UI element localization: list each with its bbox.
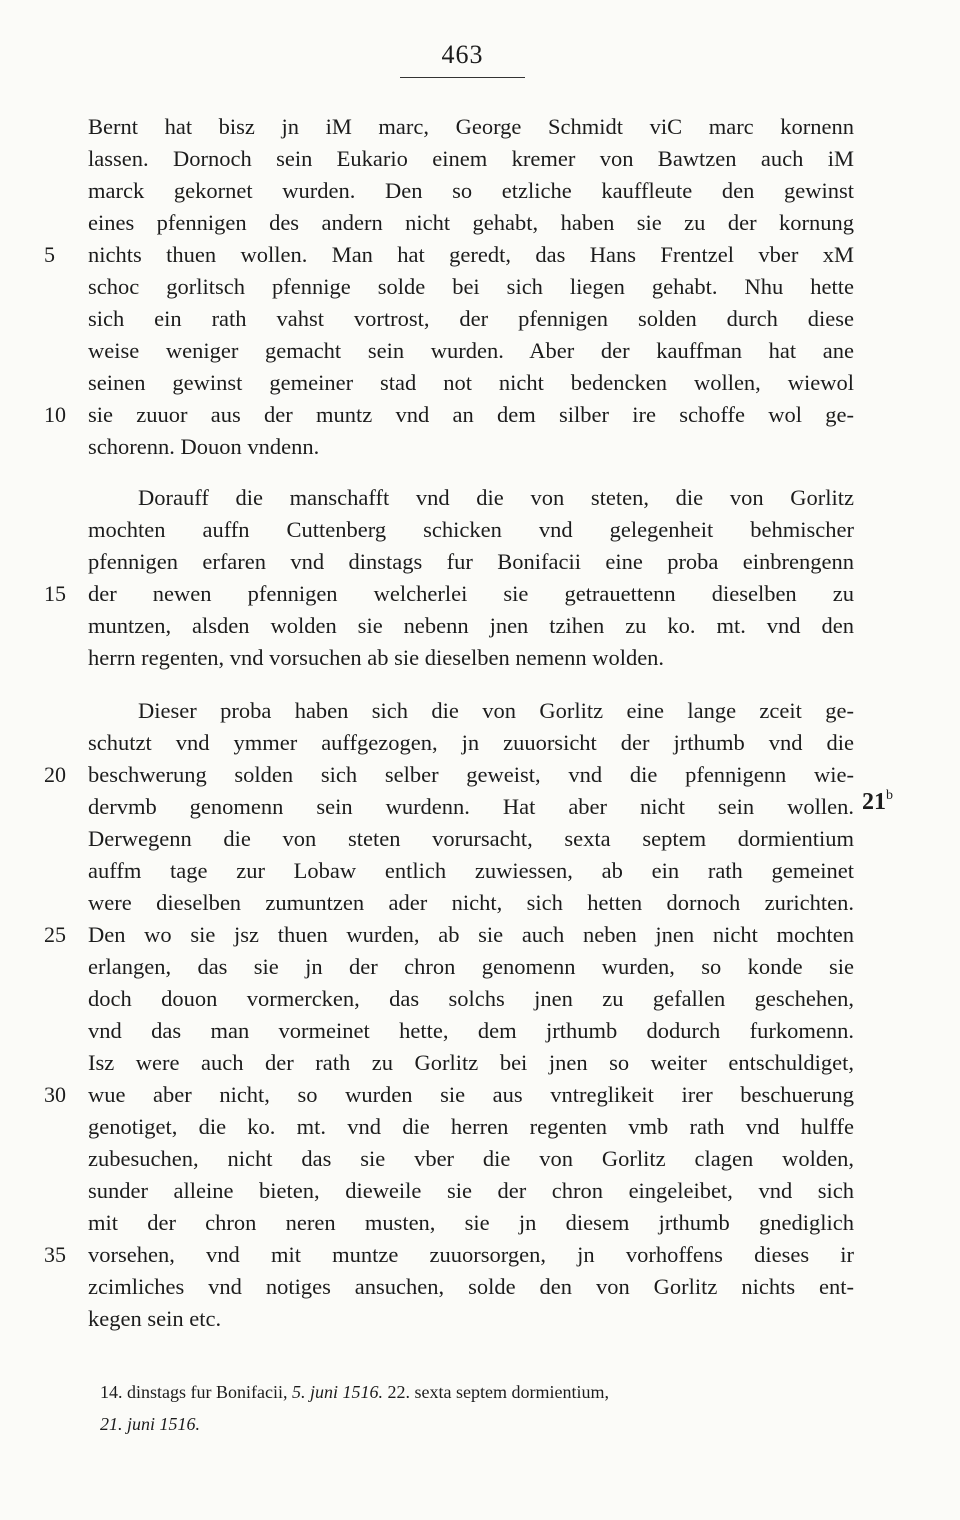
footnote-date: 21. juni 1516. [100, 1414, 201, 1434]
header-rule [400, 77, 525, 78]
footnote-line [100, 1410, 860, 1438]
text-line: wue aber nicht, so wurden sie aus vntreglikeit irer beschuerung [88, 1082, 854, 1107]
text-line: sunder alleine bieten, dieweile sie der chron eingeleibet, vnd sich [88, 1178, 854, 1203]
text-line: herrn regenten, vnd vorsuchen ab sie dieselben nemenn wolden. [88, 645, 665, 670]
text-line: schorenn. Douon vndenn. [88, 434, 320, 459]
line-number: 10 [44, 402, 66, 427]
text-line: vorsehen, vnd mit muntze zuuorsorgen, jn vorhoffens dieses ir [88, 1242, 854, 1267]
text-line: doch douon vormercken, das solchs jnen zu gefallen geschehen, [88, 986, 854, 1011]
text-line: kegen sein etc. [88, 1306, 222, 1331]
text-line: vnd das man vormeinet hette, dem jrthumb dodurch furkomenn. [88, 1018, 854, 1043]
line-number: 20 [44, 762, 66, 787]
line-number: 25 [44, 922, 66, 947]
footnote-text: 14. dinstags fur Bonifacii, [100, 1382, 292, 1402]
margin-folio-side: b [886, 788, 893, 803]
text-line: marck gekornet wurden. Den so etzliche kauffleute den gewinst [88, 178, 854, 203]
text-line: Dorauff die manschafft vnd die von steten, die von Gorlitz [138, 485, 854, 510]
text-line: erlangen, das sie jn der chron genomenn wurden, so konde sie [88, 954, 854, 979]
text-line: Bernt hat bisz jn iM marc, George Schmidt viC marc kornenn [88, 114, 854, 139]
text-line: lassen. Dornoch sein Eukario einem kremer von Bawtzen auch iM [88, 146, 854, 171]
text-line: mit der chron neren musten, sie jn diesem jrthumb gnediglich [88, 1210, 854, 1235]
text-line: schoc gorlitsch pfennige solde bei sich liegen gehabt. Nhu hette [88, 274, 854, 299]
text-line: zcimliches vnd notiges ansuchen, solde den von Gorlitz nichts ent- [88, 1274, 854, 1299]
line-number: 30 [44, 1082, 66, 1107]
text-line: sich ein rath vahst vortrost, der pfennigen solden durch diese [88, 306, 854, 331]
text-line: genotiget, die ko. mt. vnd die herren regenten vmb rath vnd hulffe [88, 1114, 854, 1139]
text-line: schutzt vnd ymmer auffgezogen, jn zuuorsicht der jrthumb vnd die [88, 730, 854, 755]
footnote-line [100, 1378, 860, 1406]
text-line: eines pfennigen des andern nicht gehabt, haben sie zu der kornung [88, 210, 854, 235]
page-number: 463 [441, 40, 484, 69]
text-line: dervmb genomenn sein wurdenn. Hat aber nicht sein wollen. [88, 794, 854, 819]
text-line: zubesuchen, nicht das sie vber die von Gorlitz clagen wolden, [88, 1146, 854, 1171]
text-line: Den wo sie jsz thuen wurden, ab sie auch neben jnen nicht mochten [88, 922, 854, 947]
text-line: Derwegenn die von steten vorursacht, sexta septem dormientium [88, 826, 854, 851]
text-line: sie zuuor aus der muntz vnd an dem silber ire schoffe wol ge- [88, 402, 854, 427]
footnote-text: 22. sexta septem dormientium, [383, 1382, 609, 1402]
text-line: mochten auffn Cuttenberg schicken vnd gelegenheit behmischer [88, 517, 854, 542]
text-line: nichts thuen wollen. Man hat geredt, das Hans Frentzel vber xM [88, 242, 854, 267]
text-line: pfennigen erfaren vnd dinstags fur Bonifacii eine proba einbrengenn [88, 549, 854, 574]
text-line: weise weniger gemacht sein wurden. Aber der kauffman hat ane [88, 338, 854, 363]
text-line: Dieser proba haben sich die von Gorlitz eine lange zceit ge- [138, 698, 854, 723]
text-line: Isz were auch der rath zu Gorlitz bei jnen so weiter entschuldiget, [88, 1050, 854, 1075]
margin-folio-number: 21 [862, 789, 886, 815]
text-line: seinen gewinst gemeiner stad not nicht bedencken wollen, wiewol [88, 370, 854, 395]
line-number: 35 [44, 1242, 66, 1267]
text-line: der newen pfennigen welcherlei sie getrauettenn dieselben zu [88, 581, 854, 606]
line-number: 15 [44, 581, 66, 606]
text-line: auffm tage zur Lobaw entlich zuwiessen, ab ein rath gemeinet [88, 858, 854, 883]
line-number: 5 [44, 242, 55, 267]
text-line: beschwerung solden sich selber geweist, vnd die pfennigenn wie- [88, 762, 854, 787]
footnote-date: 5. juni 1516. [291, 1382, 383, 1402]
text-line: were dieselben zumuntzen ader nicht, sich hetten dornoch zurichten. [88, 890, 854, 915]
margin-folio-note [862, 780, 893, 818]
text-line: muntzen, alsden wolden sie nebenn jnen tzihen zu ko. mt. vnd den [88, 613, 854, 638]
